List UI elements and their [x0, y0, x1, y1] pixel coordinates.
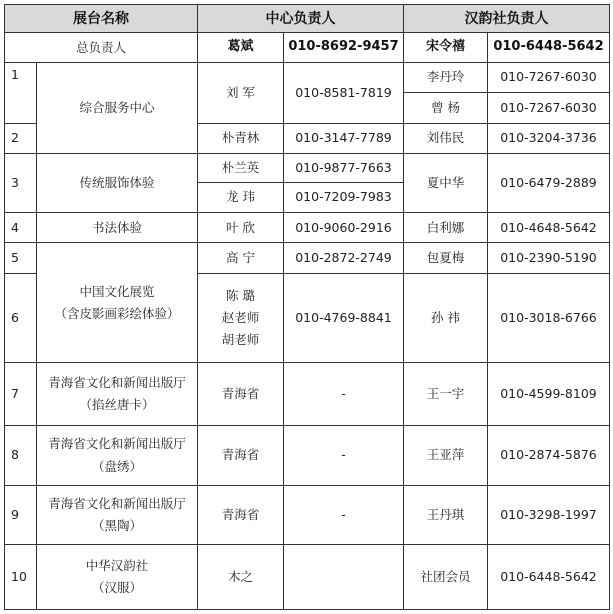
center-phone: 010-9877-7663: [284, 154, 404, 182]
booth-name: [37, 426, 198, 486]
row-number: 1: [5, 62, 37, 123]
table-row: [5, 363, 610, 426]
row-number: 2: [5, 123, 37, 153]
table-header-row: [5, 5, 610, 33]
row-number: 9: [5, 486, 37, 545]
booth-name: 综合服务中心: [37, 62, 198, 153]
table-row: [5, 426, 610, 486]
general-hanyun-phone: 010-6448-5642: [488, 33, 610, 62]
center-name: 木之: [198, 544, 284, 609]
hanyun-phone: 010-3204-3736: [488, 123, 610, 153]
center-name: 朴兰英: [198, 154, 284, 182]
table-row: [5, 62, 610, 92]
center-phone: -: [284, 426, 404, 486]
booth-name-line2: （盘绣）: [91, 458, 142, 474]
booth-name-line1: 中华汉韵社: [85, 557, 149, 573]
row-number: 6: [5, 273, 37, 362]
center-name-3: 胡老师: [221, 332, 260, 348]
center-name: 青海省: [198, 363, 284, 426]
table-row: [5, 213, 610, 243]
hanyun-phone: 010-2390-5190: [488, 243, 610, 273]
booth-name: [37, 486, 198, 545]
hanyun-phone: 010-4648-5642: [488, 213, 610, 243]
general-center-name: 葛斌: [198, 33, 284, 62]
general-label: 总负责人: [5, 33, 198, 62]
hanyun-name: 李丹玲: [404, 62, 488, 92]
row-number: 5: [5, 243, 37, 273]
center-phone: 010-9060-2916: [284, 213, 404, 243]
hanyun-name: 夏中华: [404, 154, 488, 213]
center-phone: 010-4769-8841: [284, 273, 404, 362]
hanyun-phone: 010-7267-6030: [488, 93, 610, 123]
hanyun-name: 王一宇: [404, 363, 488, 426]
booth-name-line2: （汉服）: [91, 579, 142, 595]
booth-name-line1: 青海省文化和新闻出版厅: [48, 374, 186, 390]
booth-name-line2: （黑陶）: [91, 517, 142, 533]
booth-name: [37, 544, 198, 609]
center-phone: 010-8581-7819: [284, 62, 404, 123]
hanyun-phone: 010-2874-5876: [488, 426, 610, 486]
header-exhibit-name: 展台名称: [5, 5, 198, 33]
header-hanyun-lead: 汉韵社负责人: [404, 5, 610, 33]
center-phone: 010-3147-7789: [284, 123, 404, 153]
booth-name-line1: 青海省文化和新闻出版厅: [48, 436, 186, 452]
center-name-1: 陈 璐: [226, 287, 255, 303]
hanyun-name: 王亚萍: [404, 426, 488, 486]
center-phone: -: [284, 363, 404, 426]
center-name: 高 宁: [198, 243, 284, 273]
center-phone: -: [284, 486, 404, 545]
table-row: [5, 544, 610, 609]
booth-name: [37, 243, 198, 363]
row-number: 10: [5, 544, 37, 609]
center-phone: 010-2872-2749: [284, 243, 404, 273]
center-name: 刘 军: [198, 62, 284, 123]
table-row: [5, 486, 610, 545]
hanyun-name: 曾 杨: [404, 93, 488, 123]
center-name: 青海省: [198, 486, 284, 545]
center-phone: [284, 544, 404, 609]
table-row: [5, 154, 610, 182]
center-phone: 010-7209-7983: [284, 182, 404, 212]
header-center-lead: 中心负责人: [198, 5, 404, 33]
hanyun-name: 包夏梅: [404, 243, 488, 273]
row-number: 8: [5, 426, 37, 486]
center-names: [198, 273, 284, 362]
booth-name-line1: 青海省文化和新闻出版厅: [48, 495, 186, 511]
hanyun-phone: 010-6448-5642: [488, 544, 610, 609]
hanyun-phone: 010-6479-2889: [488, 154, 610, 213]
center-name-2: 赵老师: [221, 309, 260, 325]
booth-name: [37, 363, 198, 426]
hanyun-name: 王丹琪: [404, 486, 488, 545]
general-center-phone: 010-8692-9457: [284, 33, 404, 62]
booth-name-line2: （掐丝唐卡）: [79, 397, 155, 413]
booth-name: 书法体验: [37, 213, 198, 243]
row-number: 7: [5, 363, 37, 426]
booth-name-line1: 中国文化展览: [79, 283, 155, 299]
center-name: 朴青林: [198, 123, 284, 153]
table-row-general: [5, 33, 610, 62]
general-hanyun-name: 宋令禧: [404, 33, 488, 62]
hanyun-phone: 010-7267-6030: [488, 62, 610, 92]
staff-contact-table: [4, 4, 610, 610]
center-name: 龙 玮: [198, 182, 284, 212]
hanyun-name: 白利娜: [404, 213, 488, 243]
row-number: 3: [5, 154, 37, 213]
row-number: 4: [5, 213, 37, 243]
hanyun-name: 孙 祎: [404, 273, 488, 362]
hanyun-phone: 010-3298-1997: [488, 486, 610, 545]
hanyun-phone: 010-3018-6766: [488, 273, 610, 362]
hanyun-name: 社团会员: [404, 544, 488, 609]
booth-name: 传统服饰体验: [37, 154, 198, 213]
hanyun-phone: 010-4599-8109: [488, 363, 610, 426]
booth-name-line2: （含皮影画彩绘体验）: [54, 305, 180, 321]
center-name: 叶 欣: [198, 213, 284, 243]
hanyun-name: 刘伟民: [404, 123, 488, 153]
center-name: 青海省: [198, 426, 284, 486]
table-row: [5, 243, 610, 273]
